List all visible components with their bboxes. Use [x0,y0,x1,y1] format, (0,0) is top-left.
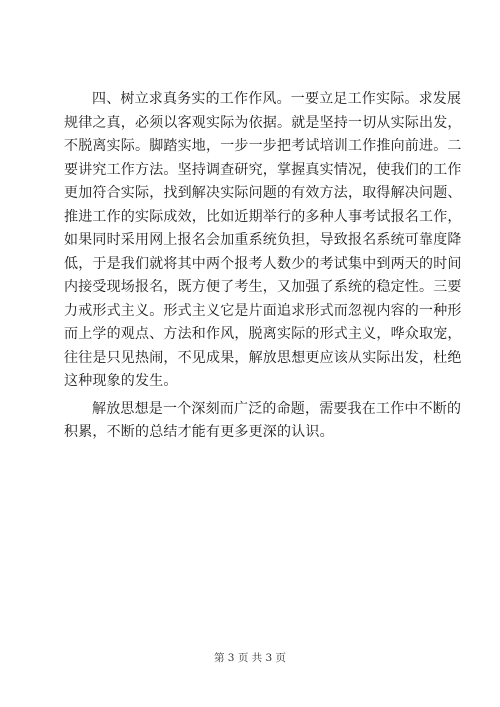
text-line: 不脱离实际。脚踏实地，一步一步把考试培训工作推向前进。二 [64,138,462,154]
text-line: 这种现象的发生。 [64,373,178,389]
page-number-footer: 第 3 页 共 3 页 [213,652,287,664]
text-line: 内接受现场报名，既方便了考生，又加强了系统的稳定性。三要 [64,279,462,295]
text-line: 力戒形式主义。形式主义它是片面追求形式而忽视内容的一种形 [64,302,462,319]
text-line: 更加符合实际，找到解决实际问题的有效方法，取得解决问题、 [64,185,462,201]
text-line: 低，于是我们就将其中两个报考人数少的考试集中到两天的时间 [64,255,462,272]
document-body [64,88,462,445]
text-line: 而上学的观点、方法和作风，脱离实际的形式主义，哗众取宠， [64,326,462,342]
text-line: 解放思想是一个深刻而广泛的命题，需要我在工作中不断的 [92,400,462,417]
text-line: 要讲究工作方法。坚持调查研究，掌握真实情况，使我们的工作 [64,161,462,178]
text-line: 四、树立求真务实的工作作风。一要立足工作实际。求发展 [92,91,462,107]
paragraph-conclusion [64,398,462,445]
text-line: 往往是只见热闹，不见成果，解放思想更应该从实际出发，杜绝 [64,349,462,366]
text-line: 规律之真，必须以客观实际为依据。就是坚持一切从实际出发， [64,114,462,131]
text-line: 如果同时采用网上报名会加重系统负担，导致报名系统可靠度降 [64,232,462,248]
text-line: 积累，不断的总结才能有更多更深的认识。 [64,424,334,440]
paragraph-work-style [64,88,462,394]
text-line: 推进工作的实际成效，比如近期举行的多种人事考试报名工作， [64,208,462,225]
